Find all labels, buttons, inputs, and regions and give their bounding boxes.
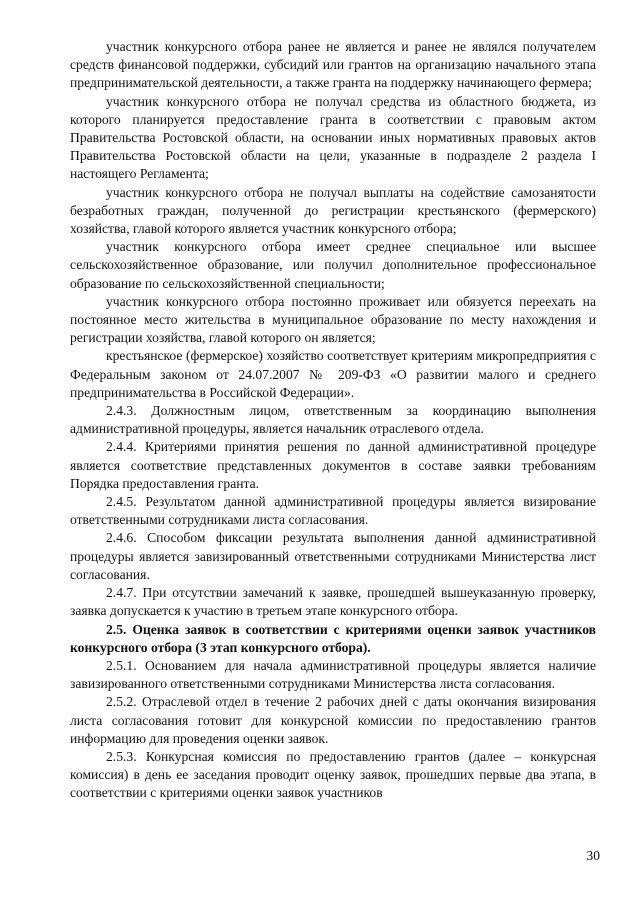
paragraph-criterion-no-self-employment-payments: участник конкурсного отбора не получал выплаты на содействие самозанятости безработных граждан, полученной до регистрации крестьянского (фермерского) хозяйства, главой которого является участник конкурсного отбора; (70, 184, 596, 237)
page-number: 30 (586, 848, 600, 863)
paragraph-criterion-education: участник конкурсного отбора имеет среднее специальное или высшее сельскохозяйственное образование, или получил дополнительное профессиональное образование по сельскохозяйственной специальности; (70, 239, 596, 291)
paragraph-2-4-7: 2.4.7. При отсутствии замечаний к заявке, прошедшей вышеуказанную проверку, заявка допускается к участию в третьем этапе конкурсного отбора. (70, 585, 596, 619)
paragraph-2-4-5: 2.4.5. Результатом данной административной процедуры является визирование ответственными сотрудниками листа согласования. (70, 494, 596, 528)
paragraph-2-4-6: 2.4.6. Способом фиксации результата выполнения данной административной процедуры является завизированный ответственными сотрудниками Министерства лист согласования. (70, 530, 596, 582)
paragraph-2-4-3: 2.4.3. Должностным лицом, ответственным за координацию выполнения административной процедуры, является начальник отраслевого отдела. (70, 403, 596, 437)
paragraph-2-5-3: 2.5.3. Конкурсная комиссия по предоставлению грантов (далее – конкурсная комиссия) в день ее заседания проводит оценку заявок, прошедших первые два этапа, в соответствии с критериями оценки заявок участников (70, 748, 596, 801)
paragraph-criterion-no-regional-funds: участник конкурсного отбора не получал средства из областного бюджета, из которого планируется предоставление гранта в соответствии с правовым актом Правительства Ростовской области, на основании иных нормативных правовых актов Правительства Ростовской области на цели, указанные в подразделе 2 раздела I настоящего Регламента; (70, 93, 596, 182)
paragraph-criterion-microenterprise: крестьянское (фермерское) хозяйство соответствует критериям микропредприятия с Федеральным законом от 24.07.2007 № 209-ФЗ «О развитии малого и среднего предпринимательства в Российской Федерации». (70, 348, 596, 400)
paragraph-criterion-no-prior-support: участник конкурсного отбора ранее не является и ранее не являлся получателем средств финансовой поддержки, субсидий или грантов на организацию начального этапа предпринимательской деятельности, а также гранта на поддержку начинающего фермера; (70, 39, 596, 91)
paragraph-2-5-2: 2.5.2. Отраслевой отдел в течение 2 рабочих дней с даты окончания визирования листа согласования готовит для конкурсной комиссии по предоставлению грантов информацию для проведения оценки заявок. (70, 694, 596, 746)
paragraph-2-5-1: 2.5.1. Основанием для начала административной процедуры является наличие завизированного ответственными сотрудниками Министерства листа согласования. (70, 657, 596, 692)
section-heading-2-5: 2.5. Оценка заявок в соответствии с критериями оценки заявок участников конкурсного отбора (3 этап конкурсного отбора). (70, 621, 596, 655)
paragraph-2-4-4: 2.4.4. Критериями принятия решения по данной административной процедуре является соответствие представленных документов в составе заявки требованиям Порядка предоставления гранта. (70, 439, 596, 491)
paragraph-criterion-residence: участник конкурсного отбора постоянно проживает или обязуется переехать на постоянное место жительства в муниципальное образование по месту нахождения и регистрации хозяйства, главой которого он является; (70, 293, 596, 346)
document-page (70, 38, 596, 803)
